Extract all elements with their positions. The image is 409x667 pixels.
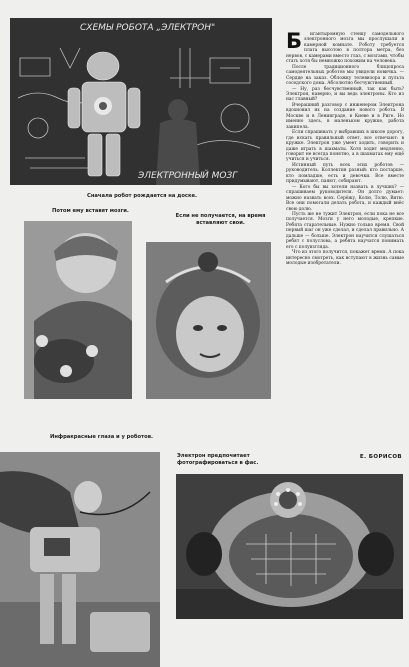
article-body <box>286 32 404 445</box>
photo-robot-on-chalkboard <box>10 18 272 185</box>
photo-face-in-robot-head <box>146 242 271 399</box>
caption-4: Инфракрасные глаза и у роботов. <box>50 434 153 440</box>
article-paragraph: — Ну, раз бесчувственный, так как быть? Электрон, наверно, и вы ведь электроны. Кто из нас главный? <box>286 86 404 103</box>
author-signature: Е. БОРИСОВ <box>359 454 402 460</box>
caption-2: Потом ему вставят мозги. <box>52 208 129 214</box>
photo-robot-head-frontal <box>176 474 403 619</box>
chalkboard-banner-text: СХЕМЫ РОБОТА „ЭЛЕКТРОН" <box>80 23 216 33</box>
caption-1: Сначала робот рождается на доске. <box>87 193 197 199</box>
photo-boy-assembling-robot <box>0 452 160 667</box>
article-paragraph: После традиционного блицопроса самодеятельных роботов мы увидели новичка. — Сердце на заказ. Обложку телевизора и пульта соседского дома. Абсолютно бесчувственный. <box>286 64 404 87</box>
article-paragraph: Истинный путь всех этих роботов — руководитель. Коллектив разный: кто постарше, кто помладше, есть и девочки. Все вместе придумывают, паяют, собирают. <box>286 162 404 185</box>
article-paragraph: Что из этого получится, покажет время. А пока интересно смотреть, как вступают в жизнь самые молодые изобретатели. <box>286 250 404 267</box>
drop-cap: Б <box>286 32 303 53</box>
article-paragraph: Вчерашний разговор с инженером Электрона вдохновил их на создание нового робота. В Москве и в Ленинграде, в Киеве и в Риге. Но именно здесь, в маленьком кружке, работа закипела. <box>286 102 404 130</box>
caption-3: Если не получается, на время вставляют свои. <box>175 213 266 226</box>
article-paragraph: игантыромную стенку самодельного электронного мозга мы прослушали в камерной комнате. Роботу требуется плата высотою в полтора метра, без нервов, с камерами вместо глаз, с мозгами, чтобы стать хотя бы немножко похожим на человека. <box>286 32 404 65</box>
article-paragraph: Пусть же не тужит Электрон, если пока не все получается. Мозги у него молодые, крепкие. Ребята старательные. Нужно только время. Свой первый шаг он уже сделал, и сделал правильно. А дальше — больше. Электрон научится слушаться ребят с полуслова, а ребята научатся понимать его с полувзгляда. <box>286 211 404 250</box>
article-paragraph: Если спрашивать у выбравших в школе дорогу, где искать правильный ответ, все отвечают: в кружке. Электрон уже умеет ходить, говорить и даже играть в шахматы. Хотя ходит медленно, говорит не всегда понятно, а в шахматах ему ещё учиться и учиться. <box>286 130 404 163</box>
article-paragraph: — Кого бы вы хотели назвать в лучших? — спрашиваем руководителя. Он долго думает: можно назвать всех. Серёжу, Колю, Толю, Витю. Все они помогали делать робота, и каждый внёс свою долю. <box>286 184 404 212</box>
photo-boy-soldering <box>24 221 132 399</box>
chalkboard-brain-text: ЭЛЕКТРОННЫЙ МОЗГ <box>138 171 238 181</box>
caption-5: Электрон предпочитает фотографироваться в фас. <box>177 453 259 466</box>
